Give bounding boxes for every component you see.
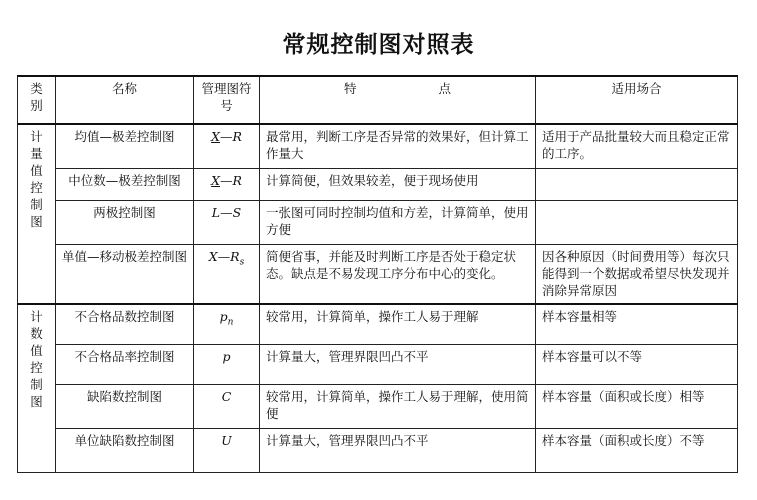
chart-feature: 最常用，判断工序是否异常的效果好，但计算工作量大: [260, 124, 536, 168]
chart-usage: [536, 200, 738, 244]
chart-usage: 样本容量相等: [536, 304, 738, 344]
category-cell: [18, 304, 56, 472]
chart-usage: 因各种原因（时间费用等）每次只能得到一个数据或希望尽快发现并消除异常原因: [536, 244, 738, 304]
symbol-main: p: [222, 348, 231, 364]
chart-name: 不合格品率控制图: [56, 344, 194, 384]
chart-name: 单值—移动极差控制图: [56, 244, 194, 304]
chart-symbol: [194, 168, 260, 200]
symbol-subscript: s: [239, 257, 245, 267]
chart-name: 单位缺陷数控制图: [56, 428, 194, 472]
symbol-main: C: [221, 388, 232, 404]
chart-feature: 计算简便，但效果较差，便于现场使用: [260, 168, 536, 200]
header-category: 类别: [18, 76, 56, 124]
chart-symbol: [194, 244, 260, 304]
symbol-rest: —S: [220, 204, 242, 220]
symbol-main: X: [211, 172, 220, 188]
header-feature-left: 特: [344, 81, 357, 96]
chart-name: 缺陷数控制图: [56, 384, 194, 428]
chart-name: 不合格品数控制图: [56, 304, 194, 344]
chart-feature: 简便省事，并能及时判断工序是否处于稳定状态。缺点是不易发现工序分布中心的变化。: [260, 244, 536, 304]
header-name: 名称: [56, 76, 194, 124]
header-feature-right: 点: [438, 81, 451, 96]
table-row: [18, 200, 738, 244]
header-usage: 适用场合: [536, 76, 738, 124]
chart-usage: 样本容量（面积或长度）不等: [536, 428, 738, 472]
page-title: 常规控制图对照表: [282, 32, 475, 58]
table-row: [18, 344, 738, 384]
category-label: 计量值控制图: [30, 129, 43, 229]
chart-symbol: [194, 304, 260, 344]
symbol-rest: —R: [219, 129, 242, 144]
chart-symbol: [194, 428, 260, 472]
chart-symbol: [194, 384, 260, 428]
chart-usage: [536, 168, 738, 200]
chart-name: 均值—极差控制图: [56, 124, 194, 168]
symbol-main: $p_n$: [219, 309, 234, 328]
chart-name: 两极控制图: [56, 200, 194, 244]
table-row: [18, 304, 738, 344]
chart-feature: 计算量大，管理界限凹凸不平: [260, 344, 536, 384]
symbol-rest: —R: [219, 172, 242, 188]
header-feature: [260, 76, 536, 124]
chart-usage: 样本容量可以不等: [536, 344, 738, 384]
symbol-rest: $—R_s$: [217, 248, 245, 267]
category-cell: [18, 124, 56, 304]
control-chart-table: [17, 75, 738, 473]
chart-usage: 适用于产品批量较大而且稳定正常的工序。: [536, 124, 738, 168]
symbol-main: L: [211, 204, 221, 220]
symbol-main: U: [221, 432, 232, 448]
symbol-main: X: [211, 129, 220, 144]
chart-name: 中位数—极差控制图: [56, 168, 194, 200]
chart-feature: 较常用，计算简单，操作工人易于理解: [260, 304, 536, 344]
chart-usage: 样本容量（面积或长度）相等: [536, 384, 738, 428]
table-header-row: [18, 76, 738, 124]
table-row: [18, 428, 738, 472]
chart-feature: 较常用，计算简单，操作工人易于理解，使用简便: [260, 384, 536, 428]
symbol-subscript: n: [227, 317, 234, 328]
table-row: [18, 384, 738, 428]
category-label: 计数值控制图: [30, 309, 43, 409]
header-symbol: 管理图符号: [194, 76, 260, 124]
chart-symbol: [194, 344, 260, 384]
chart-symbol: [194, 200, 260, 244]
symbol-main: X: [208, 248, 218, 264]
chart-symbol: [194, 124, 260, 168]
table-row: [18, 168, 738, 200]
chart-feature: 一张图可同时控制均值和方差，计算简单，使用方便: [260, 200, 536, 244]
table-row: [18, 124, 738, 168]
table-row: [18, 244, 738, 304]
chart-feature: 计算量大，管理界限凹凸不平: [260, 428, 536, 472]
